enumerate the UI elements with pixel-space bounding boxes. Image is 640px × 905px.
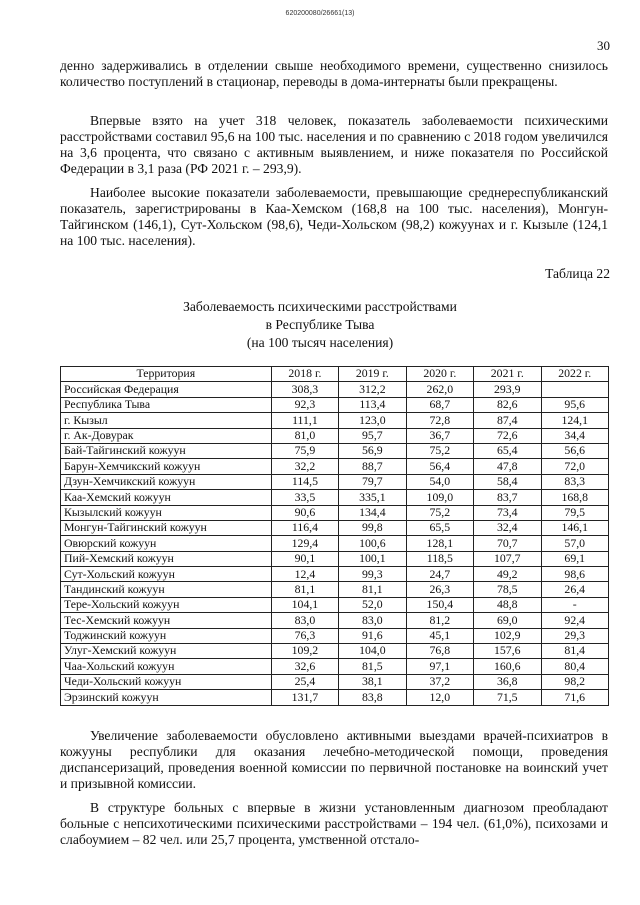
value-cell: 134,4 — [339, 505, 406, 520]
value-cell: 95,7 — [339, 428, 406, 443]
territory-cell: г. Ак-Довурак — [61, 428, 272, 443]
value-cell: 99,8 — [339, 520, 406, 535]
value-cell: 123,0 — [339, 413, 406, 428]
table-row — [61, 674, 609, 689]
table-row — [61, 582, 609, 597]
value-cell: 83,0 — [271, 613, 338, 628]
value-cell: 91,6 — [339, 628, 406, 643]
page-number: 30 — [597, 38, 610, 53]
value-cell: 97,1 — [406, 659, 473, 674]
value-cell: 98,6 — [541, 567, 609, 582]
value-cell: 99,3 — [339, 567, 406, 582]
table-title-line-2: в Республике Тыва — [265, 317, 375, 332]
value-cell: 83,0 — [339, 613, 406, 628]
morbidity-table — [60, 366, 609, 706]
territory-cell: Пий-Хемский кожуун — [61, 551, 272, 566]
value-cell: 76,8 — [406, 644, 473, 659]
value-cell: 90,1 — [271, 551, 338, 566]
header-2018: 2018 г. — [271, 367, 338, 382]
value-cell: 65,5 — [406, 520, 473, 535]
table-row — [61, 397, 609, 412]
value-cell: 33,5 — [271, 490, 338, 505]
value-cell: 12,0 — [406, 690, 473, 705]
value-cell: 116,4 — [271, 520, 338, 535]
territory-cell: Кызылский кожуун — [61, 505, 272, 520]
value-cell: 56,9 — [339, 443, 406, 458]
value-cell: 72,6 — [474, 428, 541, 443]
territory-cell: Барун-Хемчикский кожуун — [61, 459, 272, 474]
paragraph-4: Увеличение заболеваемости обусловлено активными выездами врачей-психиатров в кожууны республики для оказания лечебно-методической помощи, проведения диспансеризаций, проведения военной комиссии по первичной постановке на воинский учет и призывной комиссии. — [60, 728, 608, 791]
value-cell: 100,6 — [339, 536, 406, 551]
value-cell: 79,5 — [541, 505, 609, 520]
value-cell: 81,1 — [339, 582, 406, 597]
value-cell: - — [541, 597, 609, 612]
territory-cell: Тандинский кожуун — [61, 582, 272, 597]
paragraph-3: Наиболее высокие показатели заболеваемости, превышающие среднереспубликанский показатель, зарегистрированы в Каа-Хемском (168,8 на 100 тыс. населения), Монгун-Тайгинском (146,1), Сут-Хольском (98,6), Чеди-Хольском (98,2) кожуунах и г. Кызыле (124,1 на 100 тыс. населения). — [60, 185, 608, 248]
table-row — [61, 474, 609, 489]
table-row — [61, 628, 609, 643]
value-cell: 58,4 — [474, 474, 541, 489]
territory-cell: г. Кызыл — [61, 413, 272, 428]
value-cell: 36,7 — [406, 428, 473, 443]
territory-cell: Каа-Хемский кожуун — [61, 490, 272, 505]
header-2021: 2021 г. — [474, 367, 541, 382]
value-cell: 73,4 — [474, 505, 541, 520]
table-header-row — [61, 367, 609, 382]
paragraph-1: денно задерживались в отделении свыше необходимого времени, существенно снизилось количество поступлений в стационар, переводы в дома-интернаты были прекращены. — [60, 58, 608, 89]
value-cell: 81,4 — [541, 644, 609, 659]
value-cell: 48,8 — [474, 597, 541, 612]
value-cell: 72,0 — [541, 459, 609, 474]
value-cell: 95,6 — [541, 397, 609, 412]
value-cell: 90,6 — [271, 505, 338, 520]
document-id: 620200080/26661(13) — [285, 10, 355, 17]
value-cell: 83,7 — [474, 490, 541, 505]
value-cell: 113,4 — [339, 397, 406, 412]
value-cell: 308,3 — [271, 382, 338, 397]
value-cell: 57,0 — [541, 536, 609, 551]
value-cell: 78,5 — [474, 582, 541, 597]
value-cell: 12,4 — [271, 567, 338, 582]
value-cell: 107,7 — [474, 551, 541, 566]
value-cell: 32,4 — [474, 520, 541, 535]
table-row — [61, 413, 609, 428]
value-cell: 109,0 — [406, 490, 473, 505]
value-cell: 168,8 — [541, 490, 609, 505]
value-cell: 150,4 — [406, 597, 473, 612]
territory-cell: Российская Федерация — [61, 382, 272, 397]
value-cell: 32,6 — [271, 659, 338, 674]
value-cell: 69,1 — [541, 551, 609, 566]
territory-cell: Монгун-Тайгинский кожуун — [61, 520, 272, 535]
value-cell: 335,1 — [339, 490, 406, 505]
value-cell: 109,2 — [271, 644, 338, 659]
value-cell: 87,4 — [474, 413, 541, 428]
table-row — [61, 659, 609, 674]
territory-cell: Дзун-Хемчикский кожуун — [61, 474, 272, 489]
table-row — [61, 490, 609, 505]
territory-cell: Овюрский кожуун — [61, 536, 272, 551]
table-row — [61, 690, 609, 705]
value-cell: 82,6 — [474, 397, 541, 412]
value-cell: 81,1 — [271, 582, 338, 597]
table-row — [61, 551, 609, 566]
value-cell: 65,4 — [474, 443, 541, 458]
value-cell: 312,2 — [339, 382, 406, 397]
value-cell: 71,6 — [541, 690, 609, 705]
header-2022: 2022 г. — [541, 367, 609, 382]
value-cell: 100,1 — [339, 551, 406, 566]
value-cell: 47,8 — [474, 459, 541, 474]
value-cell: 114,5 — [271, 474, 338, 489]
table-row — [61, 613, 609, 628]
value-cell: 104,1 — [271, 597, 338, 612]
territory-cell: Улуг-Хемский кожуун — [61, 644, 272, 659]
table-title-line-1: Заболеваемость психическими расстройствами — [183, 299, 457, 314]
value-cell: 32,2 — [271, 459, 338, 474]
value-cell: 111,1 — [271, 413, 338, 428]
value-cell: 293,9 — [474, 382, 541, 397]
value-cell: 98,2 — [541, 674, 609, 689]
table-row — [61, 505, 609, 520]
value-cell: 88,7 — [339, 459, 406, 474]
value-cell: 157,6 — [474, 644, 541, 659]
value-cell: 76,3 — [271, 628, 338, 643]
value-cell: 24,7 — [406, 567, 473, 582]
header-2019: 2019 г. — [339, 367, 406, 382]
paragraph-2: Впервые взято на учет 318 человек, показатель заболеваемости психическими расстройствами составил 95,6 на 100 тыс. населения и по сравнению с 2018 годом увеличился на 3,6 процента, что связано с активным выявлением, и ниже показателя по Российской Федерации в 3,1 раза (РФ 2021 г. – 293,9). — [60, 113, 608, 176]
territory-cell: Тоджинский кожуун — [61, 628, 272, 643]
value-cell: 36,8 — [474, 674, 541, 689]
value-cell: 146,1 — [541, 520, 609, 535]
header-territory: Территория — [61, 367, 272, 382]
value-cell: 81,2 — [406, 613, 473, 628]
value-cell: 80,4 — [541, 659, 609, 674]
value-cell: 70,7 — [474, 536, 541, 551]
territory-cell: Эрзинский кожуун — [61, 690, 272, 705]
value-cell: 81,0 — [271, 428, 338, 443]
value-cell: 129,4 — [271, 536, 338, 551]
table-row — [61, 644, 609, 659]
value-cell: 45,1 — [406, 628, 473, 643]
value-cell: 81,5 — [339, 659, 406, 674]
table-title-line-3: (на 100 тысяч населения) — [246, 335, 394, 350]
territory-cell: Тере-Хольский кожуун — [61, 597, 272, 612]
value-cell: 131,7 — [271, 690, 338, 705]
value-cell: 124,1 — [541, 413, 609, 428]
value-cell: 128,1 — [406, 536, 473, 551]
value-cell: 29,3 — [541, 628, 609, 643]
value-cell: 72,8 — [406, 413, 473, 428]
territory-cell: Тес-Хемский кожуун — [61, 613, 272, 628]
value-cell: 71,5 — [474, 690, 541, 705]
value-cell: 102,9 — [474, 628, 541, 643]
table-body — [61, 382, 609, 705]
value-cell — [541, 382, 609, 397]
value-cell: 26,4 — [541, 582, 609, 597]
value-cell: 56,4 — [406, 459, 473, 474]
value-cell: 54,0 — [406, 474, 473, 489]
table-row — [61, 520, 609, 535]
value-cell: 56,6 — [541, 443, 609, 458]
table-label: Таблица 22 — [545, 266, 610, 281]
value-cell: 38,1 — [339, 674, 406, 689]
territory-cell: Республика Тыва — [61, 397, 272, 412]
table-row — [61, 382, 609, 397]
value-cell: 83,3 — [541, 474, 609, 489]
territory-cell: Бай-Тайгинский кожуун — [61, 443, 272, 458]
territory-cell: Чаа-Хольский кожуун — [61, 659, 272, 674]
paragraph-5: В структуре больных с впервые в жизни установленным диагнозом преобладают больные с непсихотическими психическими расстройствами – 194 чел. (61,0%), психозами и слабоумием – 82 чел. или 25,7 процента, умственной отстало- — [60, 800, 608, 847]
value-cell: 92,4 — [541, 613, 609, 628]
table-row — [61, 597, 609, 612]
value-cell: 69,0 — [474, 613, 541, 628]
value-cell: 68,7 — [406, 397, 473, 412]
value-cell: 118,5 — [406, 551, 473, 566]
value-cell: 25,4 — [271, 674, 338, 689]
value-cell: 262,0 — [406, 382, 473, 397]
value-cell: 83,8 — [339, 690, 406, 705]
value-cell: 75,9 — [271, 443, 338, 458]
table-row — [61, 536, 609, 551]
value-cell: 75,2 — [406, 505, 473, 520]
value-cell: 26,3 — [406, 582, 473, 597]
table-row — [61, 428, 609, 443]
territory-cell: Чеди-Хольский кожуун — [61, 674, 272, 689]
table-row — [61, 567, 609, 582]
table-row — [61, 459, 609, 474]
value-cell: 104,0 — [339, 644, 406, 659]
value-cell: 34,4 — [541, 428, 609, 443]
table-title — [0, 298, 640, 352]
table-row — [61, 443, 609, 458]
value-cell: 52,0 — [339, 597, 406, 612]
value-cell: 160,6 — [474, 659, 541, 674]
territory-cell: Сут-Хольский кожуун — [61, 567, 272, 582]
value-cell: 92,3 — [271, 397, 338, 412]
value-cell: 75,2 — [406, 443, 473, 458]
header-2020: 2020 г. — [406, 367, 473, 382]
value-cell: 79,7 — [339, 474, 406, 489]
value-cell: 49,2 — [474, 567, 541, 582]
value-cell: 37,2 — [406, 674, 473, 689]
